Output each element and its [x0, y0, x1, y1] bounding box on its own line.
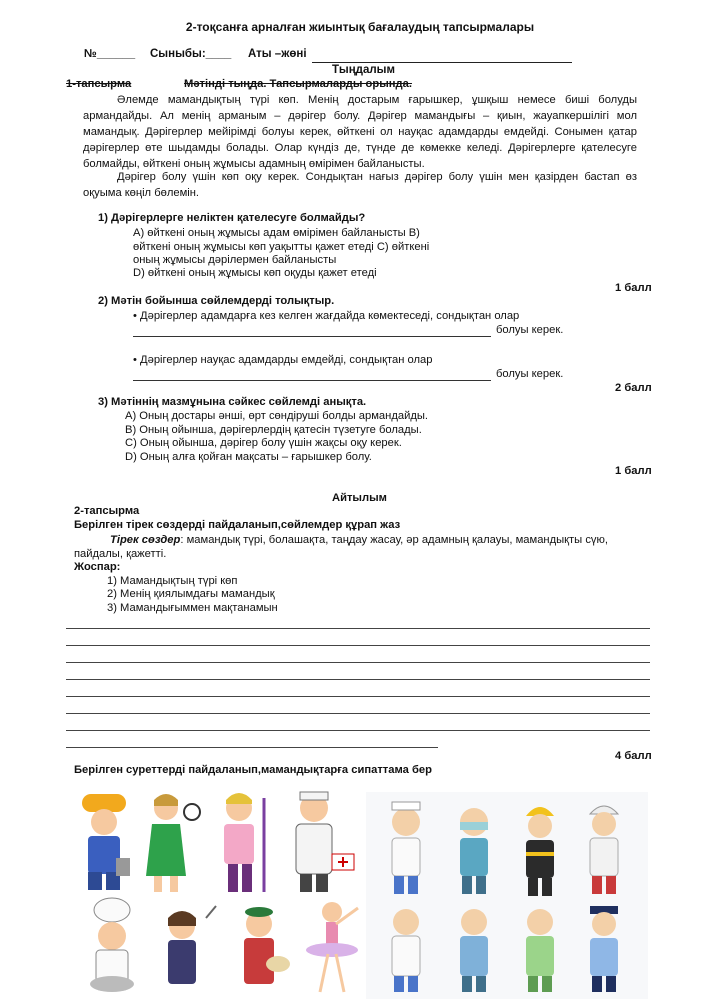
- writing-line-5[interactable]: [66, 696, 650, 697]
- question-3-option-b: B) Оның ойынша, дәрігерлердің қатесін түзетуге болады.: [125, 424, 422, 436]
- question-2-sentence-2: • Дәрігерлер науқас адамдарды емдейді, сондықтан олар: [133, 354, 433, 366]
- answer-line-1[interactable]: [133, 336, 491, 337]
- text-paragraph-1: [83, 92, 637, 172]
- class-field[interactable]: Сыныбы:____: [150, 48, 232, 60]
- support-words-label: Тірек сөздер: [110, 534, 181, 546]
- task1-label: 1-тапсырма: [66, 78, 132, 90]
- question-2-score: 2 балл: [615, 382, 652, 394]
- question-1-line-3: оның жұмысы дәрілермен байланысты: [133, 254, 337, 266]
- number-field[interactable]: №______: [84, 48, 136, 60]
- section-listening: Тыңдалым: [332, 64, 395, 76]
- question-2-ending-2: болуы керек.: [496, 368, 564, 380]
- name-field-line[interactable]: [312, 62, 572, 63]
- writing-line-2[interactable]: [66, 645, 650, 646]
- writing-line-4[interactable]: [66, 679, 650, 680]
- question-3-option-c: C) Оның ойынша, дәрігер болу үшін жақсы оқу керек.: [125, 437, 402, 449]
- support-words: [110, 534, 608, 546]
- professions-illustration-right: [366, 792, 648, 999]
- question-2-title: 2) Мәтін бойынша сөйлемдерді толықтыр.: [98, 295, 335, 307]
- text-paragraph-2-content: Дәрігер болу үшін көп оқу керек. Сондықтан нағыз дәрігер болу үшін мен қазірден бастап өз оқуыма көңіл бөлемін.: [83, 171, 637, 199]
- question-3-title: 3) Мәтіннің мазмұнына сәйкес сөйлемді анықта.: [98, 396, 367, 408]
- artist-figure: [244, 907, 290, 984]
- text-paragraph-1-content: Әлемде мамандықтың түрі көп. Менің достарым ғарышкер, ұшқыш немесе биші болуды армандайды. Ал менің арманым – дәрігер болу. Дәрігер мамандығы – қиын, жауапкершілігі мол мамандық. Дәрігерлер мейірімді болуы керек, өйткені ол науқас адамдарды емдейді. Сонымен қатар дәрігерлер өте шыдамды болады. Олар күндіз де, түнде де көмекке келеді. Дәрігерлерге қателесуге болмайды, өйткені оның жұмысы адамның өмірімен байланысты.: [83, 94, 637, 170]
- builder-figure: [82, 794, 130, 890]
- support-words-text: : мамандық түрі, болашақта, таңдау жасау, әр адамның қалауы, мамандықты сүю,: [180, 534, 609, 546]
- task1-instruction: Мәтінді тыңда. Тапсырмаларды орында.: [184, 78, 412, 90]
- writing-line-6[interactable]: [66, 713, 650, 714]
- support-words-text-2: пайдалы, қажетті.: [74, 548, 167, 560]
- doctor-figure: [296, 792, 354, 892]
- writing-line-8[interactable]: [66, 747, 438, 748]
- writing-line-3[interactable]: [66, 662, 650, 663]
- plan-item-3: 3) Мамандығыммен мақтанамын: [107, 602, 278, 614]
- plan-item-1: 1) Мамандықтың түрі көп: [107, 575, 238, 587]
- task2-label: 2-тапсырма: [74, 505, 140, 517]
- task2-score: 4 балл: [615, 750, 652, 762]
- plan-item-2: 2) Менің қиялымдағы мамандық: [107, 588, 275, 600]
- question-2-ending-1: болуы керек.: [496, 324, 564, 336]
- question-2-sentence-1: • Дәрігерлер адамдарға кез келген жағдайда көмектеседі, сондықтан олар: [133, 310, 520, 322]
- chef-figure: [90, 898, 134, 992]
- question-3-option-a: A) Оның достары әнші, өрт сөндіруші болды армандайды.: [125, 410, 429, 422]
- question-3-option-d: D) Оның алға қойған мақсаты – ғарышкер болу.: [125, 451, 372, 463]
- answer-line-2[interactable]: [133, 380, 491, 381]
- question-1-line-1: А) өйткені оның жұмысы адам өмірімен байланысты В): [133, 227, 420, 239]
- question-3-score: 1 балл: [615, 465, 652, 477]
- section-speaking: Айтылым: [332, 492, 387, 504]
- name-field-label: Аты –жөні: [248, 48, 307, 60]
- question-1-line-2: өйткені оның жұмысы көп уақытты қажет етеді С) өйткені: [133, 241, 430, 253]
- cleaner-figure: [224, 793, 264, 892]
- writing-line-7[interactable]: [66, 730, 650, 731]
- question-1-title: 1) Дәрігерлерге неліктен қателесуге болмайды?: [98, 212, 366, 224]
- woman-green-figure: [146, 794, 200, 892]
- hairdresser-figure: [168, 906, 216, 984]
- page-title: 2-тоқсанға арналған жиынтық бағалаудың тапсырмалары: [185, 20, 535, 34]
- writing-line-1[interactable]: [66, 628, 650, 629]
- professions-illustration-left: [74, 788, 366, 999]
- question-1-line-4: D) өйткені оның жұмысы көп оқуды қажет етеді: [133, 267, 377, 279]
- plan-label: Жоспар:: [74, 561, 121, 573]
- ballerina-figure: [306, 902, 358, 992]
- question-1-score: 1 балл: [615, 282, 652, 294]
- task3-instruction: Берілген суреттерді пайдаланып,мамандықтарға сипаттама бер: [74, 764, 432, 776]
- text-paragraph-2: [83, 169, 637, 201]
- task2-instruction: Берілген тірек сөздерді пайдаланып,сөйлемдер құрап жаз: [74, 519, 401, 531]
